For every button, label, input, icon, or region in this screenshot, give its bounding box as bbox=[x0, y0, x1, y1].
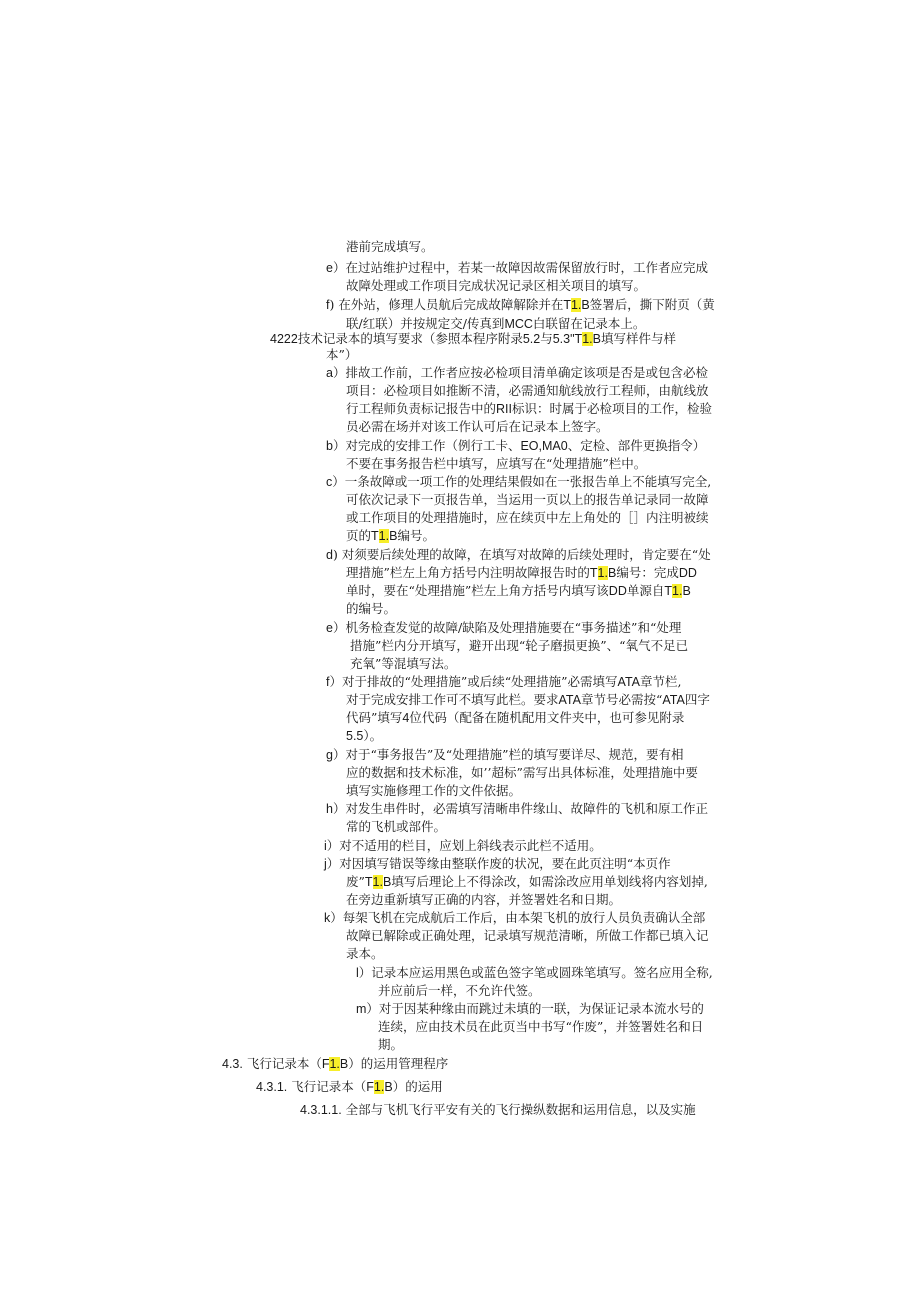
list-item-f2: f）对于排故的“处理措施”或后续“处理措施”必需填写ATA章节栏, bbox=[326, 674, 682, 689]
text-line: 措施”栏内分开填写，避开出现“轮子磨损更换”、“氧气不足已 bbox=[350, 638, 689, 653]
list-item-a: a）排故工作前，工作者应按必检项目清单确定该项是否是或包含必检 bbox=[326, 365, 708, 380]
text-line: 页的T1.B编号。 bbox=[346, 528, 435, 543]
text-line: 连续，应由技术员在此页当中书写“作废”，并签署姓名和日 bbox=[378, 1019, 704, 1034]
list-item-m: m）对于因某种缘由而跳过未填的一联，为保证记录本流水号的 bbox=[356, 1001, 704, 1016]
section-heading-4-3: 4.3. 飞行记录本（F1.B）的运用管理程序 bbox=[222, 1056, 449, 1071]
text-line: 充氧”等混填写法。 bbox=[350, 656, 457, 671]
list-item-k: k）每架飞机在完成航后工作后，由本架飞机的放行人员负责确认全部 bbox=[324, 910, 706, 925]
list-item-g: g）对于“事务报告”及“处理措施”栏的填写要详尽、规范，要有相 bbox=[326, 747, 684, 762]
section-heading-4-3-1: 4.3.1. 飞行记录本（F1.B）的运用 bbox=[256, 1079, 443, 1094]
text-line: 并应前后一样，不允许代签。 bbox=[378, 983, 541, 998]
text-line: 对于完成安排工作可不填写此栏。要求ATA章节号必需按“ATA四字 bbox=[346, 692, 710, 707]
text-line: 代码”填写4位代码（配备在随机配用文件夹中，也可参见附录 bbox=[346, 710, 685, 725]
list-item-e2: e）机务检查发觉的故障/缺陷及处理措施要在“事务描述”和“处理 bbox=[326, 620, 682, 635]
text-line: 应的数据和技术标准，如’’超标”需写出具体标准，处理措施中要 bbox=[346, 765, 698, 780]
list-item-e: e）在过站维护过程中，若某一故障因故需保留放行时，工作者应完成 bbox=[326, 260, 708, 275]
text-line: 的编号。 bbox=[346, 601, 397, 616]
list-item-i: i）对不适用的栏目，应划上斜线表示此栏不适用。 bbox=[324, 838, 602, 853]
text-line: 填写实施修理工作的文件依据。 bbox=[346, 783, 522, 798]
text-line: 行工程师负责标记报告中的RII标识：时属于必检项目的工作，检验 bbox=[346, 401, 713, 416]
text-line: 不要在事务报告栏中填写，应填写在“处理措施”栏中。 bbox=[346, 456, 647, 471]
text-line: 港前完成填写。 bbox=[346, 239, 434, 254]
list-item-d: d) 对须要后续处理的故障，在填写对故障的后续处理时，肯定要在“处 bbox=[326, 547, 711, 562]
text-line: 故障处理或工作项目完成状况记录区相关项目的填写。 bbox=[346, 278, 647, 293]
section-heading: 4222技术记录本的填写要求（参照本程序附录5.2与5.3"T1.B填写样件与样 bbox=[270, 331, 676, 346]
list-item-h: h）对发生串件时，必需填写清晰串件缘山、故障件的飞机和原工作正 bbox=[326, 801, 708, 816]
text-line: 单时，要在“处理措施”栏左上角方括号内填写该DD单源自T1.B bbox=[346, 583, 691, 598]
text-line: 期。 bbox=[378, 1037, 404, 1052]
text-line: 5.5）。 bbox=[346, 728, 383, 743]
text-line: 常的飞机或部件。 bbox=[346, 819, 447, 834]
text-line: 本”） bbox=[326, 347, 358, 362]
text-line: 故障已解除或正确处理，记录填写规范清晰，所做工作都已填入记 bbox=[346, 928, 709, 943]
text-line: 可依次记录下一页报告单，当运用一页以上的报告单记录同一故障 bbox=[346, 492, 709, 507]
text-line: 项目：必检项目如推断不清，必需通知航线放行工程师，由航线放 bbox=[346, 383, 709, 398]
text-line: 理措施”栏左上角方括号内注明故障报告时的T1.B编号：完成DD bbox=[346, 565, 697, 580]
list-item-l: l）记录本应运用黑色或蓝色签字笔或圆珠笔填写。签名应用全称, bbox=[356, 965, 713, 980]
list-item-b: b）对完成的安排工作（例行工卡、EO,MA0、定检、部件更换指令） bbox=[326, 438, 706, 453]
text-line: 录本。 bbox=[346, 946, 384, 961]
list-item-c: c）一条故障或一项工作的处理结果假如在一张报告单上不能填写完全, bbox=[326, 474, 712, 489]
text-line: 员必需在场并对该工作认可后在记录本上签字。 bbox=[346, 419, 609, 434]
list-item-j: j）对因填写错误等缘由整联作废的状况，要在此页注明“本页作 bbox=[324, 856, 671, 871]
text-line: 在旁边重新填写正确的内容，并签署姓名和日期。 bbox=[346, 892, 622, 907]
section-heading-4-3-1-1: 4.3.1.1. 全部与飞机飞行平安有关的飞行操纵数据和运用信息，以及实施 bbox=[300, 1102, 696, 1117]
text-line: 废”T1.B填写后理论上不得涂改，如需涂改应用单划线将内容划掉, bbox=[346, 874, 708, 889]
text-line: 或工作项目的处理措施时，应在续页中左上角处的［］内注明被续 bbox=[346, 510, 709, 525]
list-item-f: f) 在外站，修理人员航后完成故障解除并在T1.B签署后，撕下附页（黄 bbox=[326, 297, 715, 312]
text-line: 联/红联）并按规定交/传真到MCC白联留在记录本上。 bbox=[346, 316, 646, 331]
